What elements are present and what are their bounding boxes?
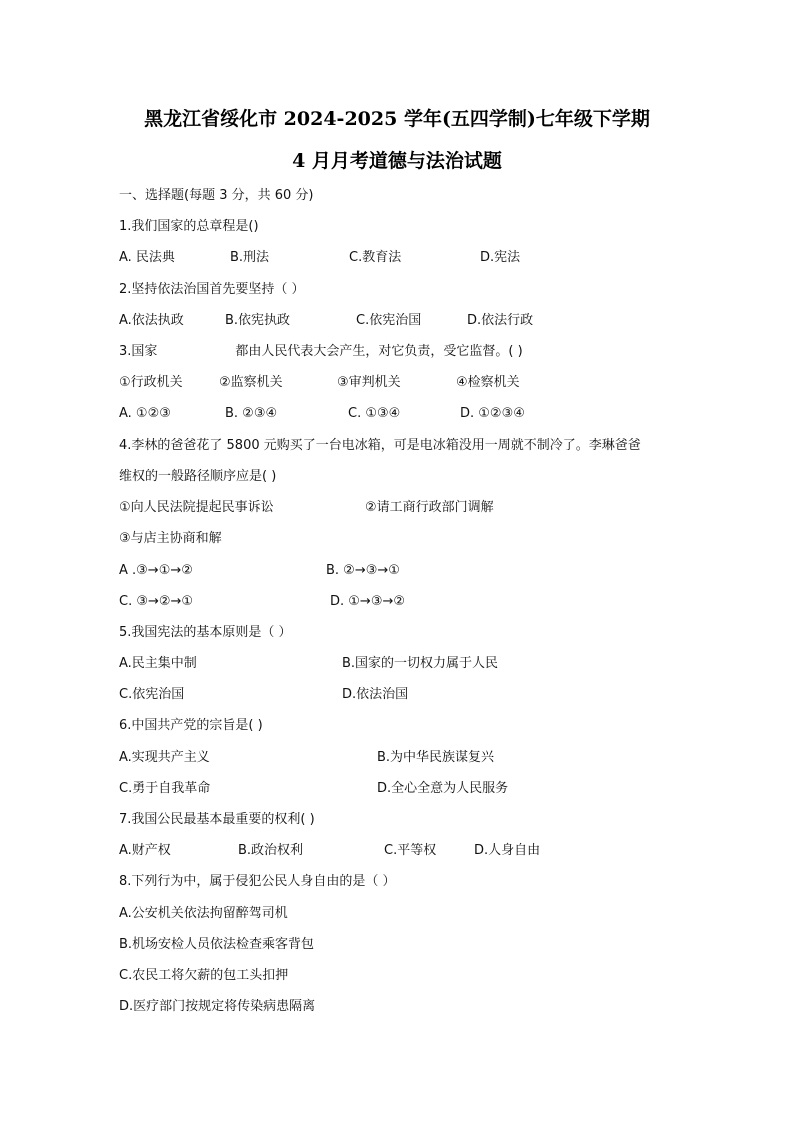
question-stem-cont: 维权的一般路径顺序应是( ) bbox=[119, 469, 277, 484]
option-a: A.实现共产主义 bbox=[119, 750, 210, 765]
option-b: B.国家的一切权力属于人民 bbox=[342, 656, 499, 671]
option-d: D.全心全意为人民服务 bbox=[377, 781, 509, 796]
option-a: A.财产权 bbox=[119, 843, 171, 858]
option-a: A. ①②③ bbox=[119, 406, 171, 421]
option-c: C.依宪治国 bbox=[119, 687, 185, 702]
question-stem: 5.我国宪法的基本原则是（ ） bbox=[119, 625, 292, 640]
option-a: A. 民法典 bbox=[119, 250, 175, 265]
statement-item: ④检察机关 bbox=[456, 375, 520, 390]
option-d: D. ①②③④ bbox=[460, 406, 525, 421]
statement-item: ①行政机关 bbox=[119, 375, 183, 390]
option-b: B.政治权利 bbox=[238, 843, 304, 858]
option-b: B.机场安检人员依法检查乘客背包 bbox=[119, 937, 315, 952]
option-c: C. ①③④ bbox=[348, 406, 401, 421]
exam-title-line2: 4 月月考道德与法治试题 bbox=[292, 150, 502, 172]
statement-item: ③与店主协商和解 bbox=[119, 531, 222, 546]
option-c: C.教育法 bbox=[349, 250, 402, 265]
question-stem: 8.下列行为中，属于侵犯公民人身自由的是（ ） bbox=[119, 874, 396, 889]
statement-item: ①向人民法院提起民事诉讼 bbox=[119, 500, 274, 515]
option-a: A .③→①→② bbox=[119, 563, 193, 578]
question-stem: 6.中国共产党的宗旨是( ) bbox=[119, 718, 263, 733]
option-b: B.依宪执政 bbox=[225, 313, 291, 328]
statement-item: ③审判机关 bbox=[337, 375, 401, 390]
option-d: D.宪法 bbox=[480, 250, 521, 265]
question-stem-start: 3.国家 bbox=[119, 344, 158, 359]
option-b: B. ②③④ bbox=[225, 406, 278, 421]
option-b: B.为中华民族谋复兴 bbox=[377, 750, 495, 765]
option-d: D.人身自由 bbox=[474, 843, 541, 858]
question-stem bbox=[119, 343, 523, 361]
option-c: C.农民工将欠薪的包工头扣押 bbox=[119, 968, 289, 983]
option-c: C. ③→②→① bbox=[119, 594, 194, 609]
statement-item: ②监察机关 bbox=[219, 375, 283, 390]
option-a: A.公安机关依法拘留醉驾司机 bbox=[119, 906, 288, 921]
section-heading: 一、选择题(每题 3 分，共 60 分) bbox=[119, 188, 314, 203]
option-b: B.刑法 bbox=[230, 250, 270, 265]
option-a: A.民主集中制 bbox=[119, 656, 197, 671]
exam-title-line1: 黑龙江省绥化市 2024-2025 学年(五四学制)七年级下学期 bbox=[144, 108, 650, 130]
option-d: D. ①→③→② bbox=[330, 594, 406, 609]
option-d: D.医疗部门按规定将传染病患隔离 bbox=[119, 999, 316, 1014]
option-a: A.依法执政 bbox=[119, 313, 184, 328]
option-b: B. ②→③→① bbox=[326, 563, 400, 578]
question-stem: 7.我国公民最基本最重要的权利( ) bbox=[119, 812, 315, 827]
option-d: D.依法行政 bbox=[467, 313, 534, 328]
statement-item: ②请工商行政部门调解 bbox=[365, 500, 494, 515]
option-c: C.勇于自我革命 bbox=[119, 781, 211, 796]
question-stem: 4.李林的爸爸花了 5800 元购买了一台电冰箱，可是电冰箱没用一周就不制冷了。李琳爸爸 bbox=[119, 438, 641, 453]
question-stem-end: 都由人民代表大会产生，对它负责，受它监督。( ) bbox=[235, 344, 523, 359]
option-d: D.依法治国 bbox=[342, 687, 409, 702]
option-c: C.依宪治国 bbox=[356, 313, 422, 328]
question-stem: 1.我们国家的总章程是() bbox=[119, 219, 259, 234]
option-c: C.平等权 bbox=[384, 843, 437, 858]
question-stem: 2.坚持依法治国首先要坚持（ ） bbox=[119, 282, 305, 297]
